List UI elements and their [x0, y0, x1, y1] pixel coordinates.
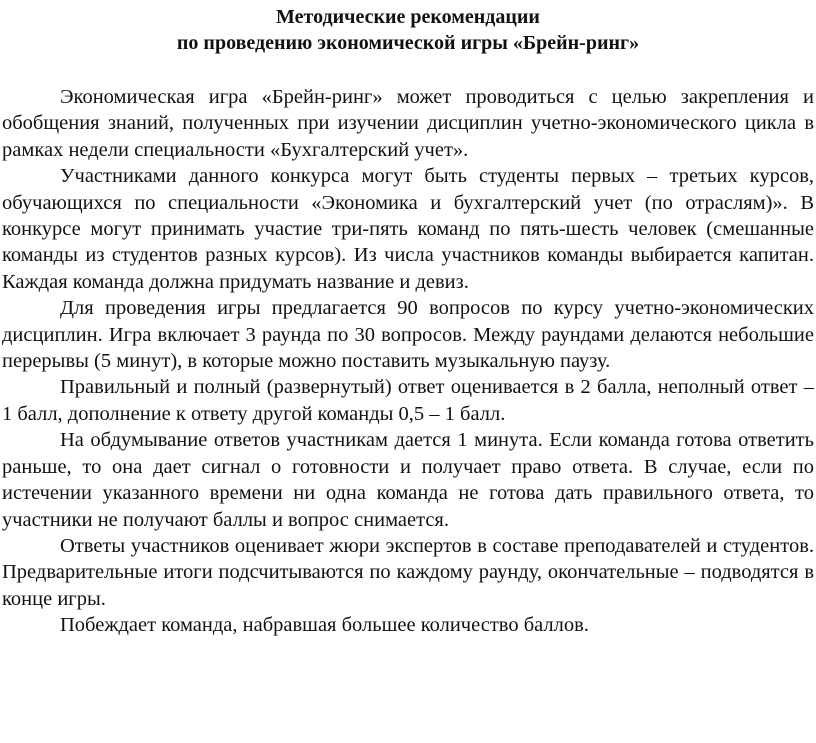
paragraph-purpose: Экономическая игра «Брейн-ринг» может проводиться с целью закрепления и обобщения знаний, полученных при изучении дисциплин учетно-экономического цикла в рамках недели специальности «Бухгалтерский учет».: [2, 86, 814, 161]
document-title-line-2: по проведению экономической игры «Брейн-ринг»: [176, 32, 640, 54]
document-title-line-1: Методические рекомендации: [276, 6, 540, 28]
paragraph-participants: Участниками данного конкурса могут быть студенты первых – третьих курсов, обучающихся по специальности «Экономика и бухгалтерский учет (по отраслям)». В конкурсе могут принимать участие три-пять команд по пять-шесть человек (смешанные команды из студентов разных курсов). Из числа участников команды выбирается капитан. Каждая команда должна придумать название и девиз.: [2, 165, 814, 293]
paragraph-timing: На обдумывание ответов участникам дается 1 минута. Если команда готова ответить раньше, то она дает сигнал о готовности и получает право ответа. В случае, если по истечении указанного времени ни одна команда не готова дать правильного ответа, то участники не получают баллы и вопрос снимается.: [2, 429, 814, 531]
document-title-block: [2, 4, 814, 56]
paragraph-winner: Побеждает команда, набравшая большее количество баллов.: [60, 614, 589, 637]
paragraph-jury: Ответы участников оценивает жюри экспертов в составе преподавателей и студентов. Предварительные итоги подсчитываются по каждому раунду, окончательные – подводятся в конце игры.: [2, 534, 814, 610]
paragraph-scoring: Правильный и полный (развернутый) ответ оценивается в 2 балла, неполный ответ – 1 балл, дополнение к ответу другой команды 0,5 – 1 балл.: [2, 376, 814, 425]
paragraph-rounds: Для проведения игры предлагается 90 вопросов по курсу учетно-экономических дисциплин. Игра включает 3 раунда по 30 вопросов. Между раундами делаются небольшие перерывы (5 минут), в которые можно поставить музыкальную паузу.: [2, 297, 814, 373]
